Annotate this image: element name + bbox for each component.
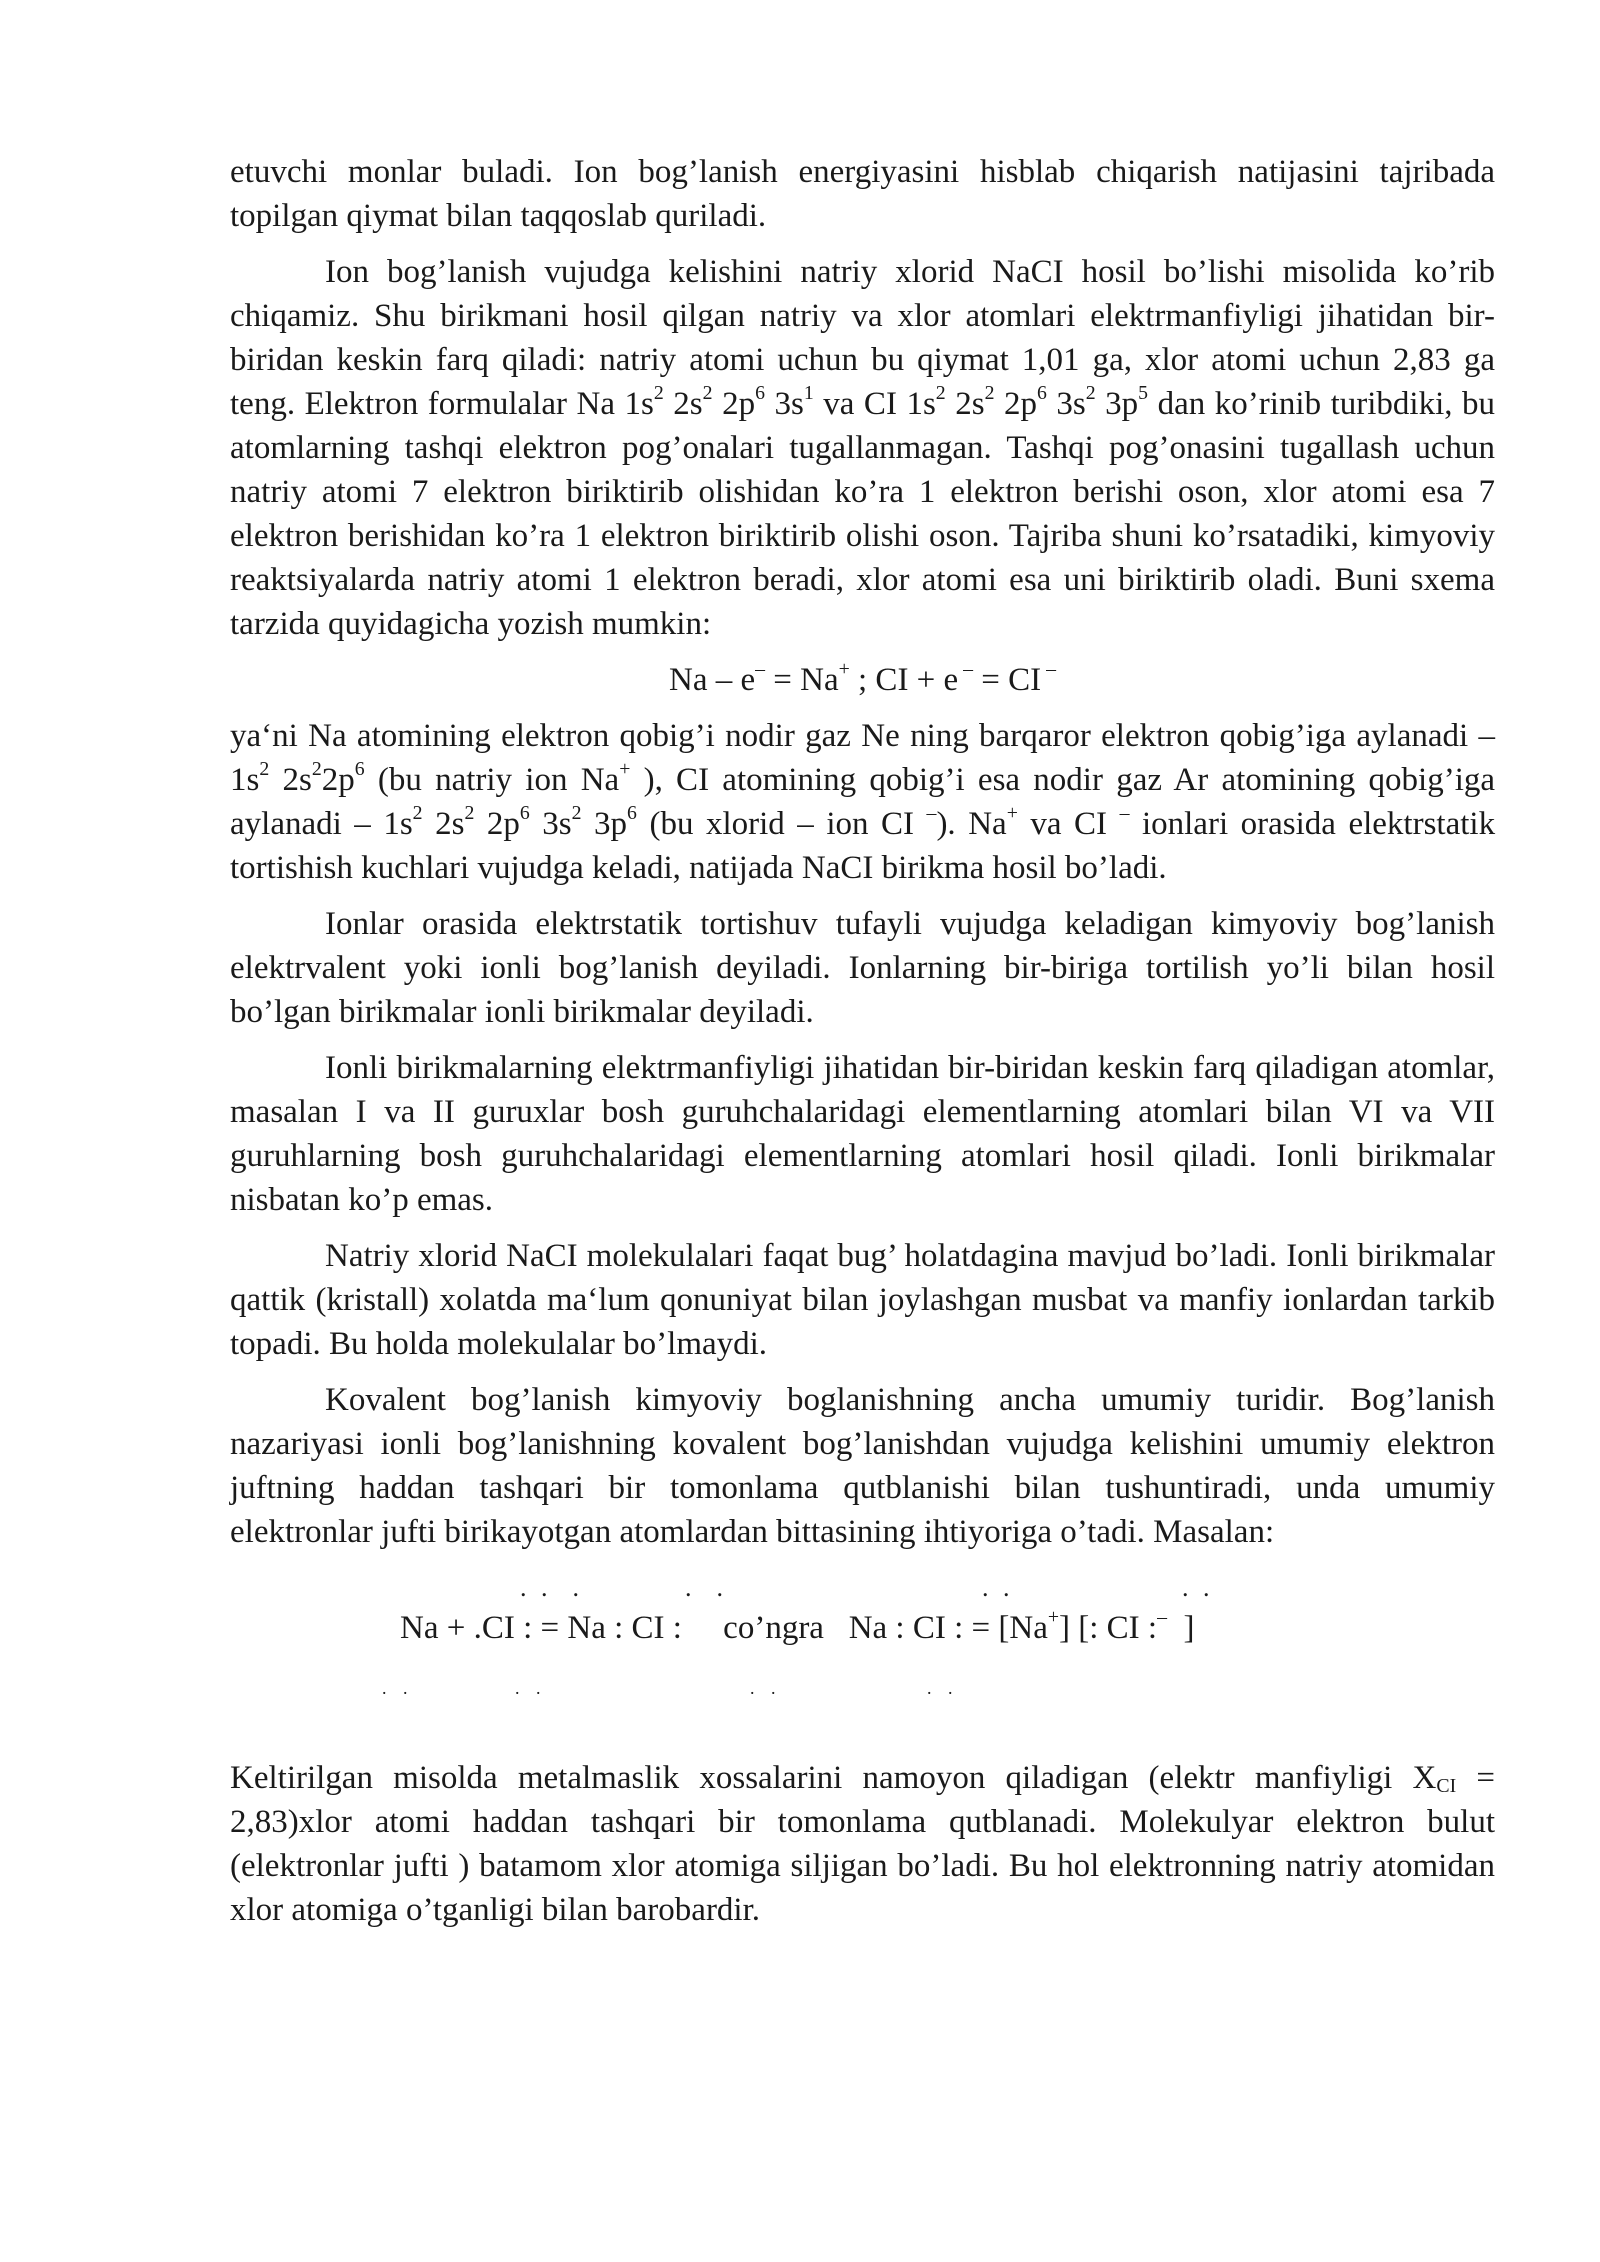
electron-dots-top-3: . . <box>982 1573 1014 1602</box>
paragraph-6: Natriy xlorid NaCI molekulalari faqat bug’ holatdagina mavjud bo’ladi. Ionli birikmalar qattik (kristall) xolatda ma‘lum qonuniyat bilan joylashgan musbat va manfiy ionlardan tarkib topadi. Bu holda molekulalar bo’lmaydi. <box>230 1238 1495 1362</box>
paragraph-4: Ionlar orasida elektrstatik tortishuv tufayli vujudga keladigan kimyoviy bog’lanish elektrvalent yoki ionli bog’lanish deyiladi. Ionlarning bir-biriga tortilish yo’li bilan hosil bo’lgan birikmalar ionli birikmalar deyiladi. <box>230 906 1495 1030</box>
electron-dots-top-4: . . <box>1182 1573 1214 1602</box>
document-page <box>230 150 1495 1944</box>
electron-dots-bottom-1: . . <box>382 1678 414 1698</box>
electron-dots-bottom-4: . . <box>927 1678 959 1698</box>
lewis-equation-line: Na + .CI : = Na : CI : co’ngra Na : CI : = [Na+] [: CI :– ] <box>400 1606 1195 1646</box>
electron-dots-bottom-2: . . <box>515 1678 547 1698</box>
electron-dots-top-2: . . <box>685 1573 727 1602</box>
electron-dots-top-1: . . . <box>520 1573 583 1602</box>
equation-ionization: Na – e– = Na+ ; CI + e – = CI – <box>668 658 1057 698</box>
paragraph-7: Kovalent bog’lanish kimyoviy boglanishning ancha umumiy turidir. Bog’lanish nazariyasi ionli bog’lanishning kovalent bog’lanishdan vujudga kelishini umumiy elektron juftning haddan tashqari bir tomonlama qutblanishi bilan tushuntiradi, unda umumiy elektronlar jufti birikayotgan atomlardan bittasining ihtiyoriga o’tadi. Masalan: <box>230 1382 1495 1550</box>
electron-dots-bottom-3: . . <box>750 1678 782 1698</box>
paragraph-1: etuvchi monlar buladi. Ion bog’lanish energiyasini hisblab chiqarish natijasini tajribada topilgan qiymat bilan taqqoslab quriladi. <box>230 154 1495 234</box>
paragraph-8: Keltirilgan misolda metalmaslik xossalarini namoyon qiladigan (elektr manfiyligi $X_{CI}$ = 2,83)xlor atomi haddan tashqari bir tomonlama qutblanadi. Molekulyar elektron bulut (elektronlar jufti ) batamom xlor atomiga siljigan bo’ladi. Bu hol elektronning natriy atomidan xlor atomiga o’tganligi bilan barobardir. <box>230 1760 1495 1928</box>
paragraph-2: Ion bog’lanish vujudga kelishini natriy xlorid NaCI hosil bo’lishi misolida ko’rib chiqamiz. Shu birikmani hosil qilgan natriy va xlor atomlari elektrmanfiyligi jihatidan bir-biridan keskin farq qiladi: natriy atomi uchun bu qiymat 1,01 ga, xlor atomi uchun 2,83 ga teng. Elektron formulalar Na $1s^2$ $2s^2$ $2p^6$ $3s^1$ va CI $1s^2$ $2s^2$ $2p^6$ $3s^2$ $3p^5$ dan ko’rinib turibdiki, bu atomlarning tashqi elektron pog’onalari tugallanmagan. Tashqi pog’onasini tugallash uchun natriy atomi 7 elektron biriktirib olishidan ko’ra 1 elektron berishi oson, xlor atomi esa 7 elektron berishidan ko’ra 1 elektron biriktirib olishi oson. Tajriba shuni ko’rsatadiki, kimyoviy reaktsiyalarda natriy atomi 1 elektron beradi, xlor atomi esa uni biriktirib oladi. Buni sxema tarzida quyidagicha yozish mumkin: <box>230 254 1496 642</box>
paragraph-5: Ionli birikmalarning elektrmanfiyligi jihatidan bir-biridan keskin farq qiladigan atomlar, masalan I va II guruxlar bosh guruhchalaridagi elementlarning atomlari bilan VI va VII guruhlarning bosh guruhchalaridagi elementlarning atomlari hosil qiladi. Ionli birikmalar nisbatan ko’p emas. <box>230 1050 1495 1218</box>
paragraph-3: ya‘ni Na atomining elektron qobig’i nodir gaz Ne ning barqaror elektron qobig’iga aylanadi – $1s^2$ $2s^22p^6$ (bu natriy ion Na+ ), CI atomining qobig’i esa nodir gaz Ar atomining qobig’iga aylanadi – $1s^2$ $2s^2$ $2p^6$ $3s^2$ $3p^6$ (bu xlorid – ion CI –). Na+ va CI – ionlari orasida elektrstatik tortishish kuchlari vujudga keladi, natijada NaCI birikma hosil bo’ladi. <box>230 718 1496 886</box>
equation-lewis-structure <box>230 1566 1495 1756</box>
